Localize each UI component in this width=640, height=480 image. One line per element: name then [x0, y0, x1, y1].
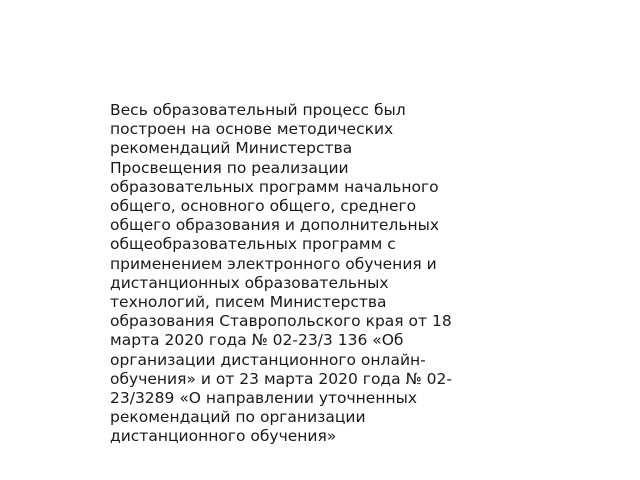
text-line: 23/3289 «О направлении уточненных: [110, 389, 418, 408]
text-line: Весь образовательный процесс был: [110, 101, 406, 119]
text-line: рекомендаций Министерства: [110, 139, 353, 158]
text-line: образовательных программ начального: [110, 177, 439, 196]
text-line: общего, основного общего, среднего: [110, 197, 417, 216]
text-line: рекомендаций по организации: [110, 408, 366, 427]
text-line: общеобразовательных программ с: [110, 235, 396, 254]
text-line: организации дистанционного онлайн-: [110, 350, 426, 369]
text-line: Просвещения по реализации: [110, 158, 349, 177]
text-line: образования Ставропольского края от 18: [110, 312, 452, 331]
text-line: применением электронного обучения и: [110, 254, 437, 273]
text-line: технологий, писем Министерства: [110, 293, 387, 312]
text-line: дистанционного обучения»: [110, 427, 337, 446]
text-line: обучения» и от 23 марта 2020 года № 02-: [110, 369, 452, 388]
text-line: дистанционных образовательных: [110, 273, 389, 292]
text-line: марта 2020 года № 02-23/3 136 «Об: [110, 331, 404, 350]
text-line: общего образования и дополнительных: [110, 216, 440, 235]
body-text: [110, 101, 490, 447]
text-line: построен на основе методических: [110, 120, 394, 139]
